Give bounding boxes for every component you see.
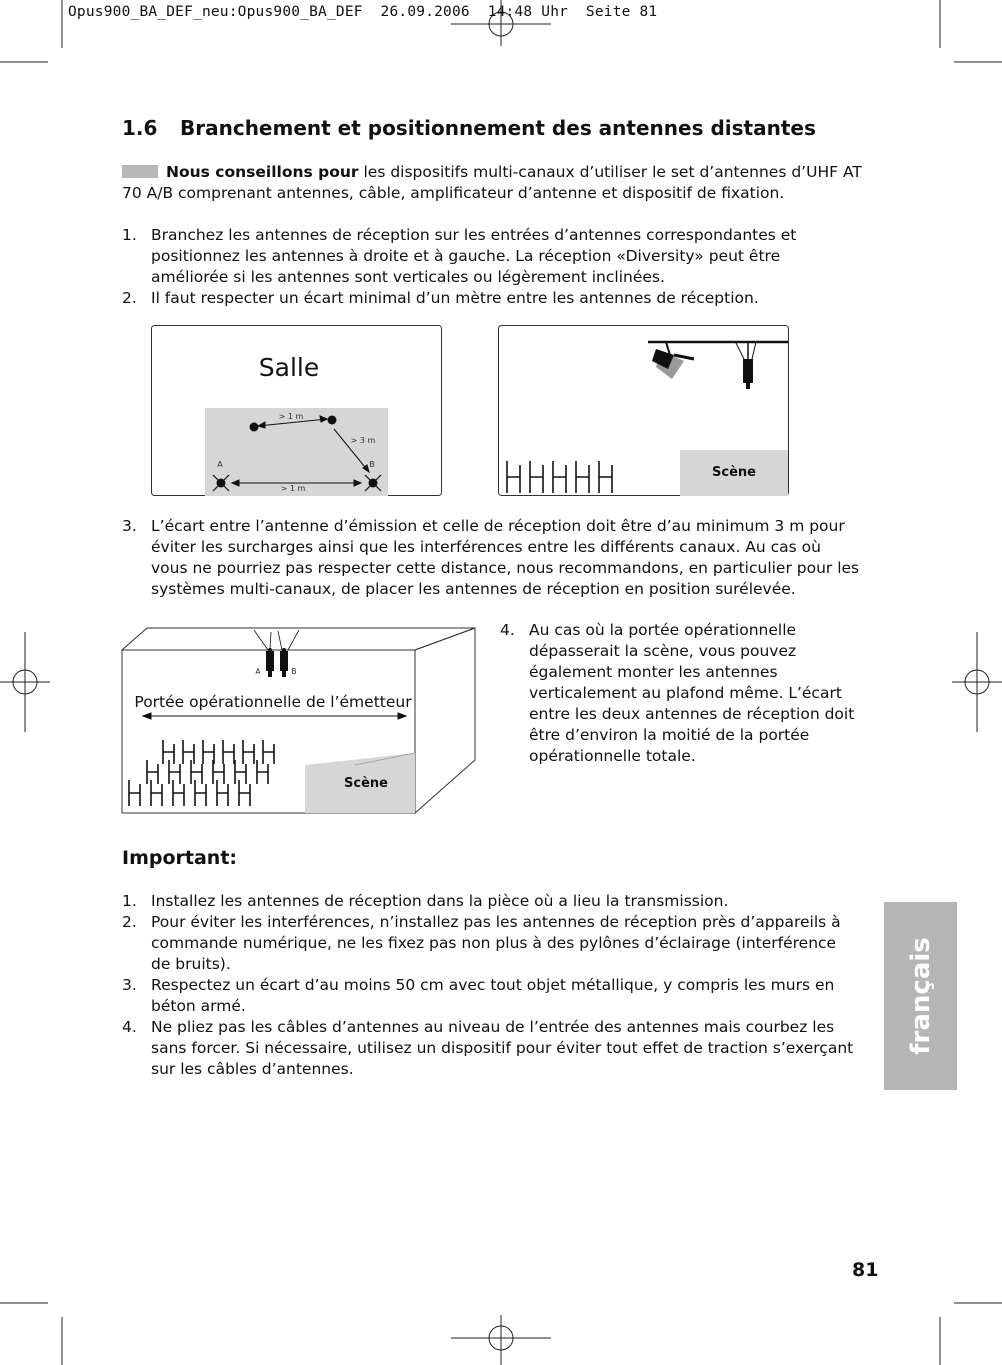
list-item: 2. Il faut respecter un écart minimal d’un mètre entre les antennes de réception.	[122, 289, 759, 307]
antenna-b-label: B	[369, 460, 375, 469]
list-item: 2. Pour éviter les interférences, n’installez pas les antennes de réception près d’appareils à commande numérique, ne les fixez pas non plus à des pylônes d’éclairage (interférence de bruits).	[122, 913, 841, 973]
list-item: 3. L’écart entre l’antenne d’émission et celle de réception doit être d’au minimum 3 m pour éviter les surcharges ainsi que les interférences entre les différents canaux. Au cas où vous ne pourriez pas respecter cette distance, nous recommandons, en particulier pour les systèmes multi-canaux, de placer les antennes de réception en position surélevée.	[122, 517, 860, 598]
recommendation-marker	[122, 165, 158, 178]
list-item: 3. Respectez un écart d’au moins 50 cm avec tout objet métallique, y compris les murs en béton armé.	[122, 976, 835, 1015]
steps-list-a	[122, 225, 822, 309]
stage-label: Scène	[344, 776, 388, 791]
steps-list-c	[500, 620, 860, 767]
antenna-a-icon	[217, 479, 226, 488]
important-list	[122, 891, 857, 1080]
printer-slug: Opus900_BA_DEF_neu:Opus900_BA_DEF 26.09.2006 14:48 Uhr Seite 81	[68, 4, 658, 20]
list-item: 4. Au cas où la portée opérationnelle dépasserait la scène, vous pouvez également monter les antennes verticalement au plafond même. L’écart entre les deux antennes de réception doit être d’environ la moitié de la portée opérationnelle totale.	[500, 621, 855, 765]
antenna-b-label: B	[291, 667, 297, 676]
ceiling-mount-diagram	[121, 620, 477, 816]
steps-list-b	[122, 516, 862, 600]
list-item: 4. Ne pliez pas les câbles d’antennes au niveau de l’entrée des antennes mais courbez les sans forcer. Si nécessaire, utilisez un dispositif pour éviter tout effet de traction s’exerçant sur les câbles d’antennes.	[122, 1018, 854, 1078]
distance-top: > 1 m	[278, 412, 304, 421]
section-number: 1.6	[122, 116, 158, 140]
recommendation-text: les dispositifs multi-canaux d’utiliser le set d’antennes d’UHF AT 70 A/B comprenant antennes, câble, amplificateur d’antenne et dispositif de fixation.	[122, 163, 862, 202]
room-label: Salle	[258, 353, 320, 382]
range-label: Portée opérationnelle de l’émetteur	[134, 693, 412, 711]
range-arrow	[143, 713, 406, 719]
stage-label: Scène	[712, 465, 756, 480]
antenna-a-label: A	[255, 667, 261, 676]
antenna-a-label: A	[217, 460, 223, 469]
audience-chairs-icon	[129, 740, 274, 806]
page-number: 81	[852, 1259, 879, 1281]
stage-diagram	[498, 325, 790, 497]
distance-side: > 3 m	[350, 436, 376, 445]
transmitter-dot	[250, 423, 259, 432]
section-title-text: Branchement et positionnement des antennes distantes	[180, 116, 816, 140]
list-item: 1. Branchez les antennes de réception sur les entrées d’antennes correspondantes et positionnez les antennes à droite et à gauche. La réception «Diversity» peut être améliorée si les antennes sont verticales ou légèrement inclinées.	[122, 226, 797, 286]
list-item: 1. Installez les antennes de réception dans la pièce où a lieu la transmission.	[122, 892, 729, 910]
transmitter-dot	[328, 416, 337, 425]
language-tab	[884, 902, 957, 1090]
recommendation-lead: Nous conseillons pour	[166, 163, 359, 181]
room-diagram	[151, 325, 443, 497]
section-title	[122, 116, 816, 140]
recommendation-paragraph	[122, 162, 862, 204]
important-heading: Important:	[122, 847, 238, 869]
distance-bottom: > 1 m	[280, 484, 306, 493]
language-tab-label: français	[905, 937, 936, 1055]
antenna-b-icon	[369, 479, 378, 488]
